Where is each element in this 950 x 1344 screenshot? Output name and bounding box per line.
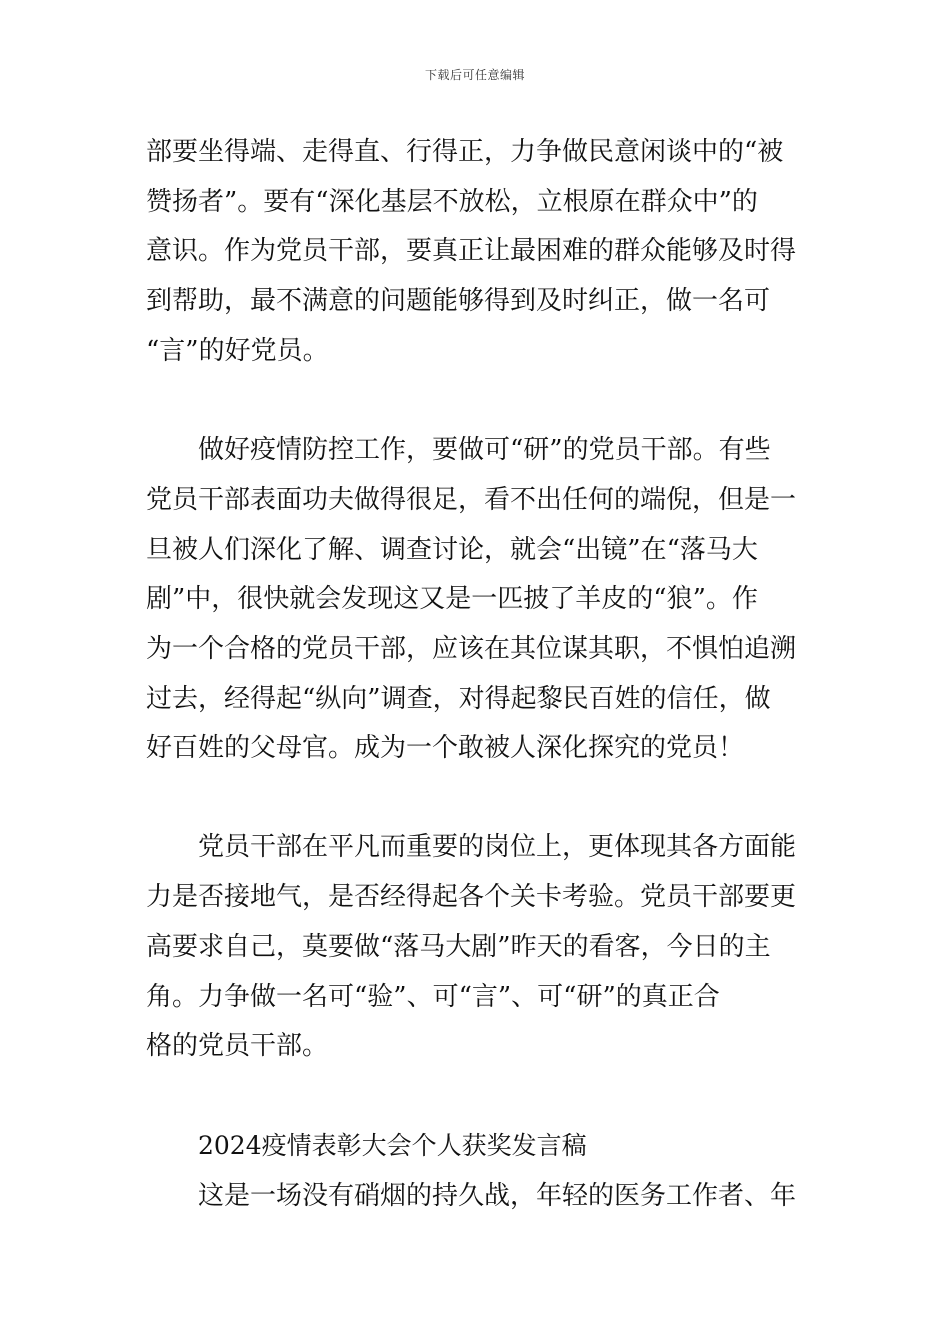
paragraph-3-line-1: 党员干部在平凡而重要的岗位上，更体现其各方面能 [198, 832, 797, 862]
paragraph-2-line-3: 旦被人们深化了解、调查讨论，就会“出镜”在“落马大 [146, 535, 758, 565]
paragraph-4-line-1: 这是一场没有硝烟的持久战，年轻的医务工作者、年 [198, 1181, 797, 1211]
paragraph-2-line-7: 好百姓的父母官。成为一个敢被人深化探究的党员！ [146, 733, 745, 763]
paragraph-2-line-5: 为一个合格的党员干部，应该在其位谋其职，不惧怕追溯 [146, 634, 797, 664]
paragraph-2-line-1: 做好疫情防控工作，要做可“研”的党员干部。有些 [198, 435, 771, 465]
paragraph-2-line-6: 过去，经得起“纵向”调查，对得起黎民百姓的信任，做 [146, 684, 771, 714]
paragraph-3-line-4: 角。力争做一名可“验”、可“言”、可“研”的真正合 [146, 982, 720, 1012]
paragraph-1-line-3: 意识。作为党员干部，要真正让最困难的群众能够及时得 [146, 236, 797, 266]
paragraph-3-line-2: 力是否接地气，是否经得起各个关卡考验。党员干部要更 [146, 882, 797, 912]
paragraph-3-line-3: 高要求自己，莫要做“落马大剧”昨天的看客，今日的主 [146, 932, 771, 962]
paragraph-3-line-5: 格的党员干部。 [146, 1031, 329, 1061]
paragraph-1-line-5: “言”的好党员。 [146, 336, 329, 366]
paragraph-2-line-2: 党员干部表面功夫做得很足，看不出任何的端倪，但是一 [146, 485, 797, 515]
header-note: 下载后可任意编辑 [424, 68, 525, 82]
paragraph-1-line-1: 部要坐得端、走得直、行得正，力争做民意闲谈中的“被 [146, 137, 784, 167]
paragraph-1-line-2: 赞扬者”。要有“深化基层不放松，立根原在群众中”的 [146, 187, 758, 217]
paragraph-2-line-4: 剧”中，很快就会发现这又是一匹披了羊皮的“狼”。作 [146, 584, 758, 614]
section-title: 2024疫情表彰大会个人获奖发言稿 [198, 1131, 587, 1160]
paragraph-1-line-4: 到帮助，最不满意的问题能够得到及时纠正，做一名可 [146, 286, 771, 316]
